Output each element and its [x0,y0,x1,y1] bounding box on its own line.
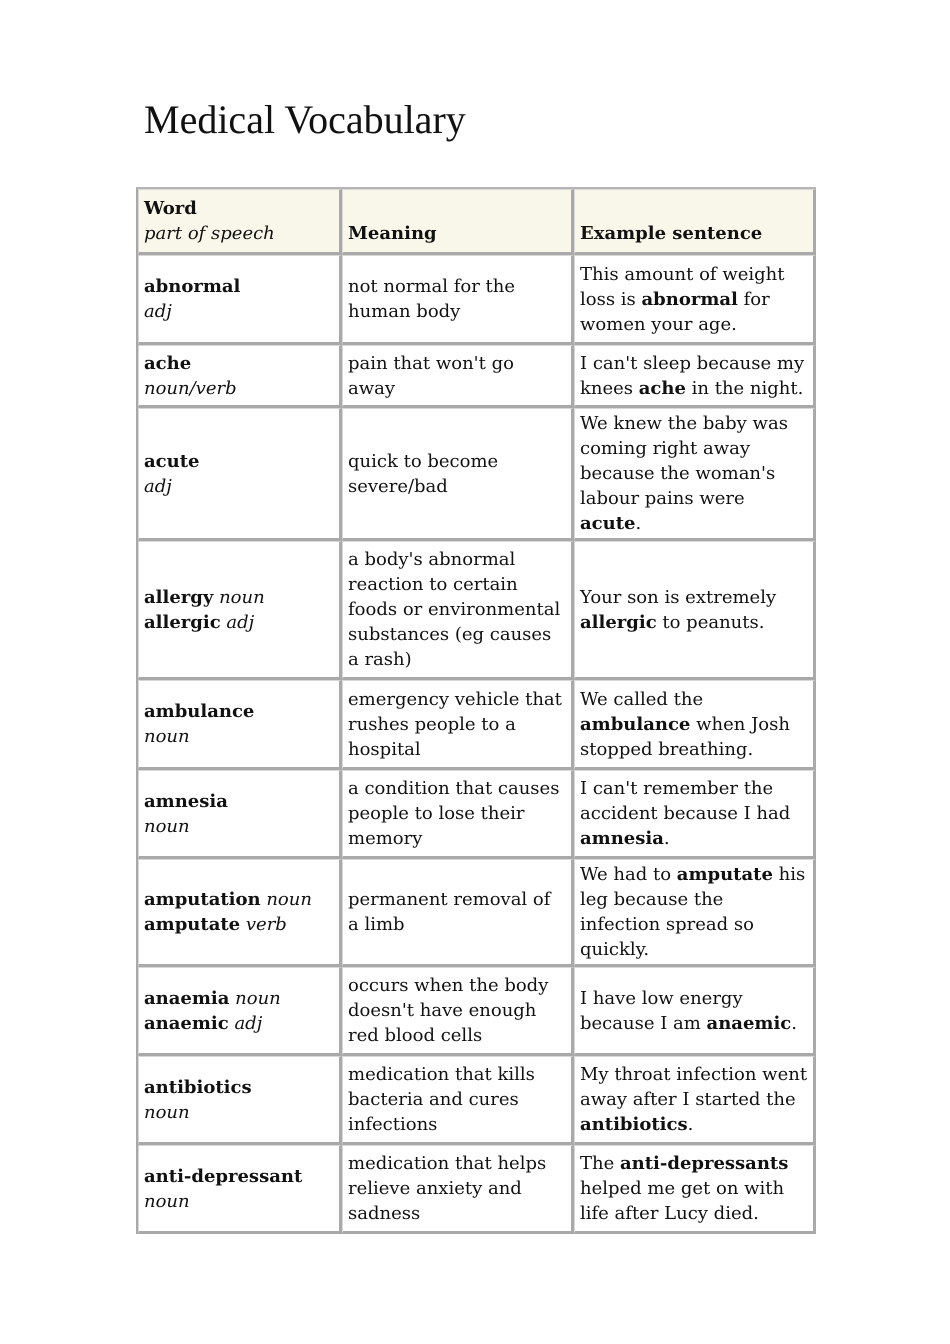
table-row [138,770,816,859]
example-text: when Josh stopped breathing. [580,713,790,760]
word-cell [138,1056,342,1145]
word-cell [138,859,342,967]
example-keyword: amnesia [580,828,664,849]
table-row [138,1145,816,1234]
example-text: I can't sleep because my knees [580,352,805,399]
example-cell [574,1056,816,1145]
example-cell [574,541,816,680]
part-of-speech: adj [144,475,172,497]
example-keyword: antibiotics [580,1114,688,1135]
table-row [138,255,816,345]
example-cell [574,770,816,859]
meaning-cell: medication that helps relieve anxiety and sadness [342,1145,574,1234]
table-row [138,1056,816,1145]
example-keyword: anaemic [706,1012,792,1034]
meaning-cell: a condition that causes people to lose their memory [342,770,574,859]
example-text: The [580,1153,620,1174]
part-of-speech: noun [219,586,265,608]
example-text: We knew the baby was coming right away because the woman's labour pains were [580,413,788,509]
part-of-speech: noun [144,815,190,837]
vocab-word: acute [144,450,200,472]
example-text: We had to [580,864,677,885]
word-cell [138,541,342,680]
vocab-word: allergy [144,586,214,608]
table-row [138,541,816,680]
vocab-word: amputation [144,889,261,910]
vocab-word: antibiotics [144,1076,252,1098]
meaning-cell: pain that won't go away [342,345,574,408]
part-of-speech: noun [144,1101,190,1123]
example-text: for women your age. [580,288,770,335]
example-text: helped me get on with life after Lucy died. [580,1178,785,1224]
example-keyword: anti-depressants [619,1153,789,1174]
example-text: in the night. [685,377,804,399]
word-cell [138,1145,342,1234]
vocab-word: allergic [144,611,221,633]
example-text: his leg because the infection spread so quickly. [580,864,806,960]
example-text: Your son is extremely [580,586,777,608]
header-meaning-label: Meaning [348,223,437,244]
part-of-speech: adj [144,301,172,322]
meaning-cell: quick to become severe/bad [342,408,574,541]
example-keyword: ambulance [580,713,691,735]
part-of-speech: noun [235,987,281,1009]
part-of-speech: noun [144,1190,190,1212]
example-text: I can't remember the accident because I had [580,778,791,824]
vocab-word: anti-depressant [144,1165,303,1187]
word-cell [138,408,342,541]
example-text: . [663,828,670,849]
example-cell [574,680,816,770]
header-word [138,189,342,255]
example-keyword: amputate [676,864,773,885]
example-keyword: ache [638,377,686,399]
example-cell [574,967,816,1056]
table-row [138,680,816,770]
meaning-cell: permanent removal of a limb [342,859,574,967]
table-row [138,859,816,967]
header-meaning [342,189,574,255]
header-example-label: Example sentence [580,223,763,244]
meaning-cell: a body's abnormal reaction to certain foods or environmental substances (eg causes a rash) [342,541,574,680]
example-text: . [791,1012,797,1034]
example-cell [574,345,816,408]
table-row [138,408,816,541]
word-cell [138,967,342,1056]
header-word-label: Word [144,198,197,219]
vocab-word: anaemia [144,987,230,1009]
table-row [138,967,816,1056]
page-title: Medical Vocabulary [144,97,466,142]
meaning-cell: medication that kills bacteria and cures infections [342,1056,574,1145]
vocab-word: anaemic [144,1012,229,1034]
table-body [138,255,816,1234]
vocab-word: ache [144,352,192,374]
part-of-speech: verb [245,914,287,935]
part-of-speech: adj [226,611,255,633]
word-cell [138,345,342,408]
vocabulary-table [136,187,816,1234]
example-text: We called the [580,688,704,710]
example-cell [574,859,816,967]
vocab-word: abnormal [144,276,241,297]
word-cell [138,770,342,859]
example-text: My throat infection went away after I started the [580,1064,808,1110]
vocab-word: amnesia [144,790,228,812]
example-keyword: acute [580,513,636,534]
example-text: to peanuts. [656,611,765,633]
part-of-speech: noun [144,726,190,747]
header-example [574,189,816,255]
word-cell [138,255,342,345]
example-cell [574,1145,816,1234]
table-row [138,345,816,408]
example-keyword: allergic [580,611,657,633]
example-cell [574,255,816,345]
part-of-speech: adj [234,1012,263,1034]
part-of-speech: noun [266,889,312,910]
example-text: . [635,513,642,534]
example-keyword: abnormal [641,288,738,310]
example-cell [574,408,816,541]
meaning-cell: occurs when the body doesn't have enough red blood cells [342,967,574,1056]
vocab-word: ambulance [144,701,255,722]
example-text: This amount of weight loss is [580,263,785,310]
meaning-cell: not normal for the human body [342,255,574,345]
word-cell [138,680,342,770]
example-text: . [687,1114,694,1135]
header-pos-label: part of speech [144,223,275,244]
part-of-speech: noun/verb [144,377,237,399]
example-text: I have low energy because I am [580,987,743,1034]
meaning-cell: emergency vehicle that rushes people to a hospital [342,680,574,770]
vocab-word: amputate [144,914,241,935]
table-header-row [138,189,816,255]
